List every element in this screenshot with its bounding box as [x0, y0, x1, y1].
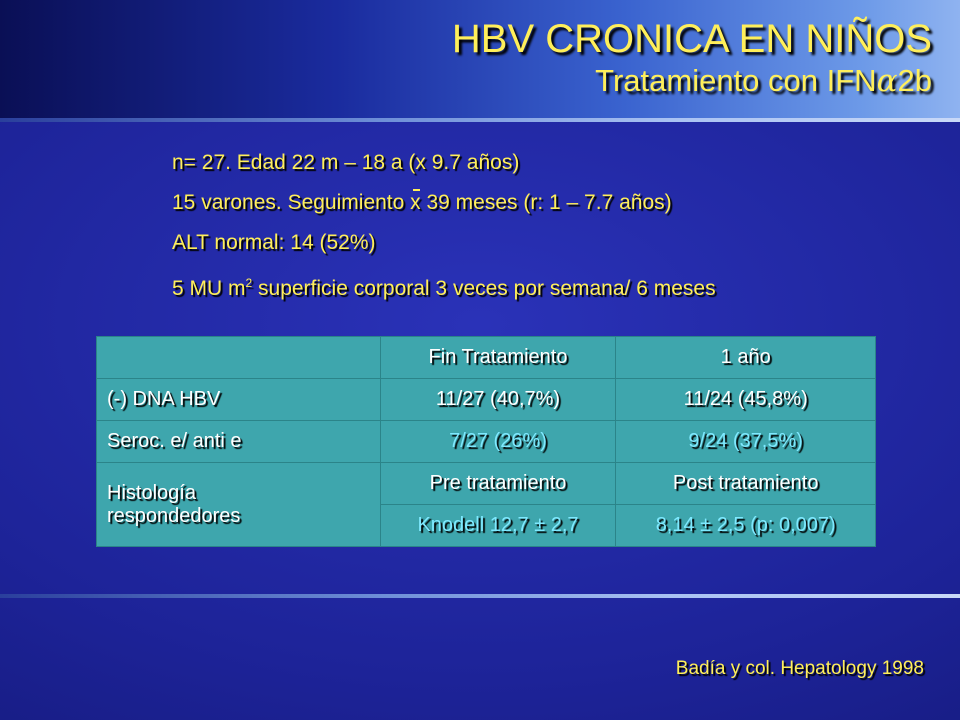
- cell-dna-ano: 11/24 (45,8%): [616, 379, 876, 421]
- table-row-dna: [97, 379, 876, 421]
- table-header-row: [97, 337, 876, 379]
- slide-title-block: [452, 16, 932, 100]
- header-cell-1-ano: 1 año: [616, 337, 876, 379]
- subtitle-suffix: 2b: [897, 63, 932, 98]
- dose-prefix: 5 MU m: [172, 277, 246, 300]
- info-line-followup: [172, 188, 716, 228]
- cell-seroc-ano: 9/24 (37,5%): [616, 421, 876, 463]
- header-cell-fin-tratamiento: Fin Tratamiento: [380, 337, 616, 379]
- followup-suffix: 39 meses (r: 1 – 7.7 años): [420, 191, 672, 214]
- subtitle-prefix: Tratamiento con IFN: [595, 63, 877, 98]
- study-info-list: [172, 148, 716, 308]
- info-line-dose: [172, 268, 716, 308]
- hist-label-line1: Histología: [107, 481, 196, 504]
- slide-title: HBV CRONICA EN NIÑOS: [451, 17, 932, 61]
- cell-pre-tratamiento: Pre tratamiento: [380, 463, 616, 505]
- footer-divider: [0, 594, 960, 598]
- row-label-histologia: [97, 463, 381, 547]
- cell-dna-fin: 11/27 (40,7%): [380, 379, 616, 421]
- followup-prefix: 15 varones. Seguimiento: [172, 191, 411, 214]
- cell-knodell-post: 8,14 ± 2,5 (p: 0,007): [616, 505, 876, 547]
- cell-knodell-pre: Knodell 12,7 ± 2,7: [380, 505, 616, 547]
- dose-suffix: superficie corporal 3 veces por semana/ 6 meses: [252, 277, 716, 300]
- hist-label-line2: respondedores: [107, 504, 241, 527]
- header-cell-empty: [97, 337, 381, 379]
- info-line-cohort: n= 27. Edad 22 m – 18 a (x 9.7 años): [172, 151, 520, 174]
- table-row-hist-headers: [97, 463, 876, 505]
- mean-symbol: x: [410, 188, 421, 218]
- cell-seroc-fin: 7/27 (26%): [380, 421, 616, 463]
- table-row-seroc: [97, 421, 876, 463]
- alpha-symbol: α: [876, 63, 898, 99]
- slide-subtitle: [452, 62, 932, 100]
- info-line-alt: ALT normal: 14 (52%): [172, 231, 376, 254]
- cell-post-tratamiento: Post tratamiento: [616, 463, 876, 505]
- results-table: [96, 336, 876, 547]
- row-label-seroc: Seroc. e/ anti e: [97, 421, 381, 463]
- dose-superscript: 2: [245, 276, 253, 290]
- header-divider: [0, 118, 960, 122]
- citation: Badía y col. Hepatology 1998: [675, 658, 924, 679]
- row-label-dna: (-) DNA HBV: [97, 379, 381, 421]
